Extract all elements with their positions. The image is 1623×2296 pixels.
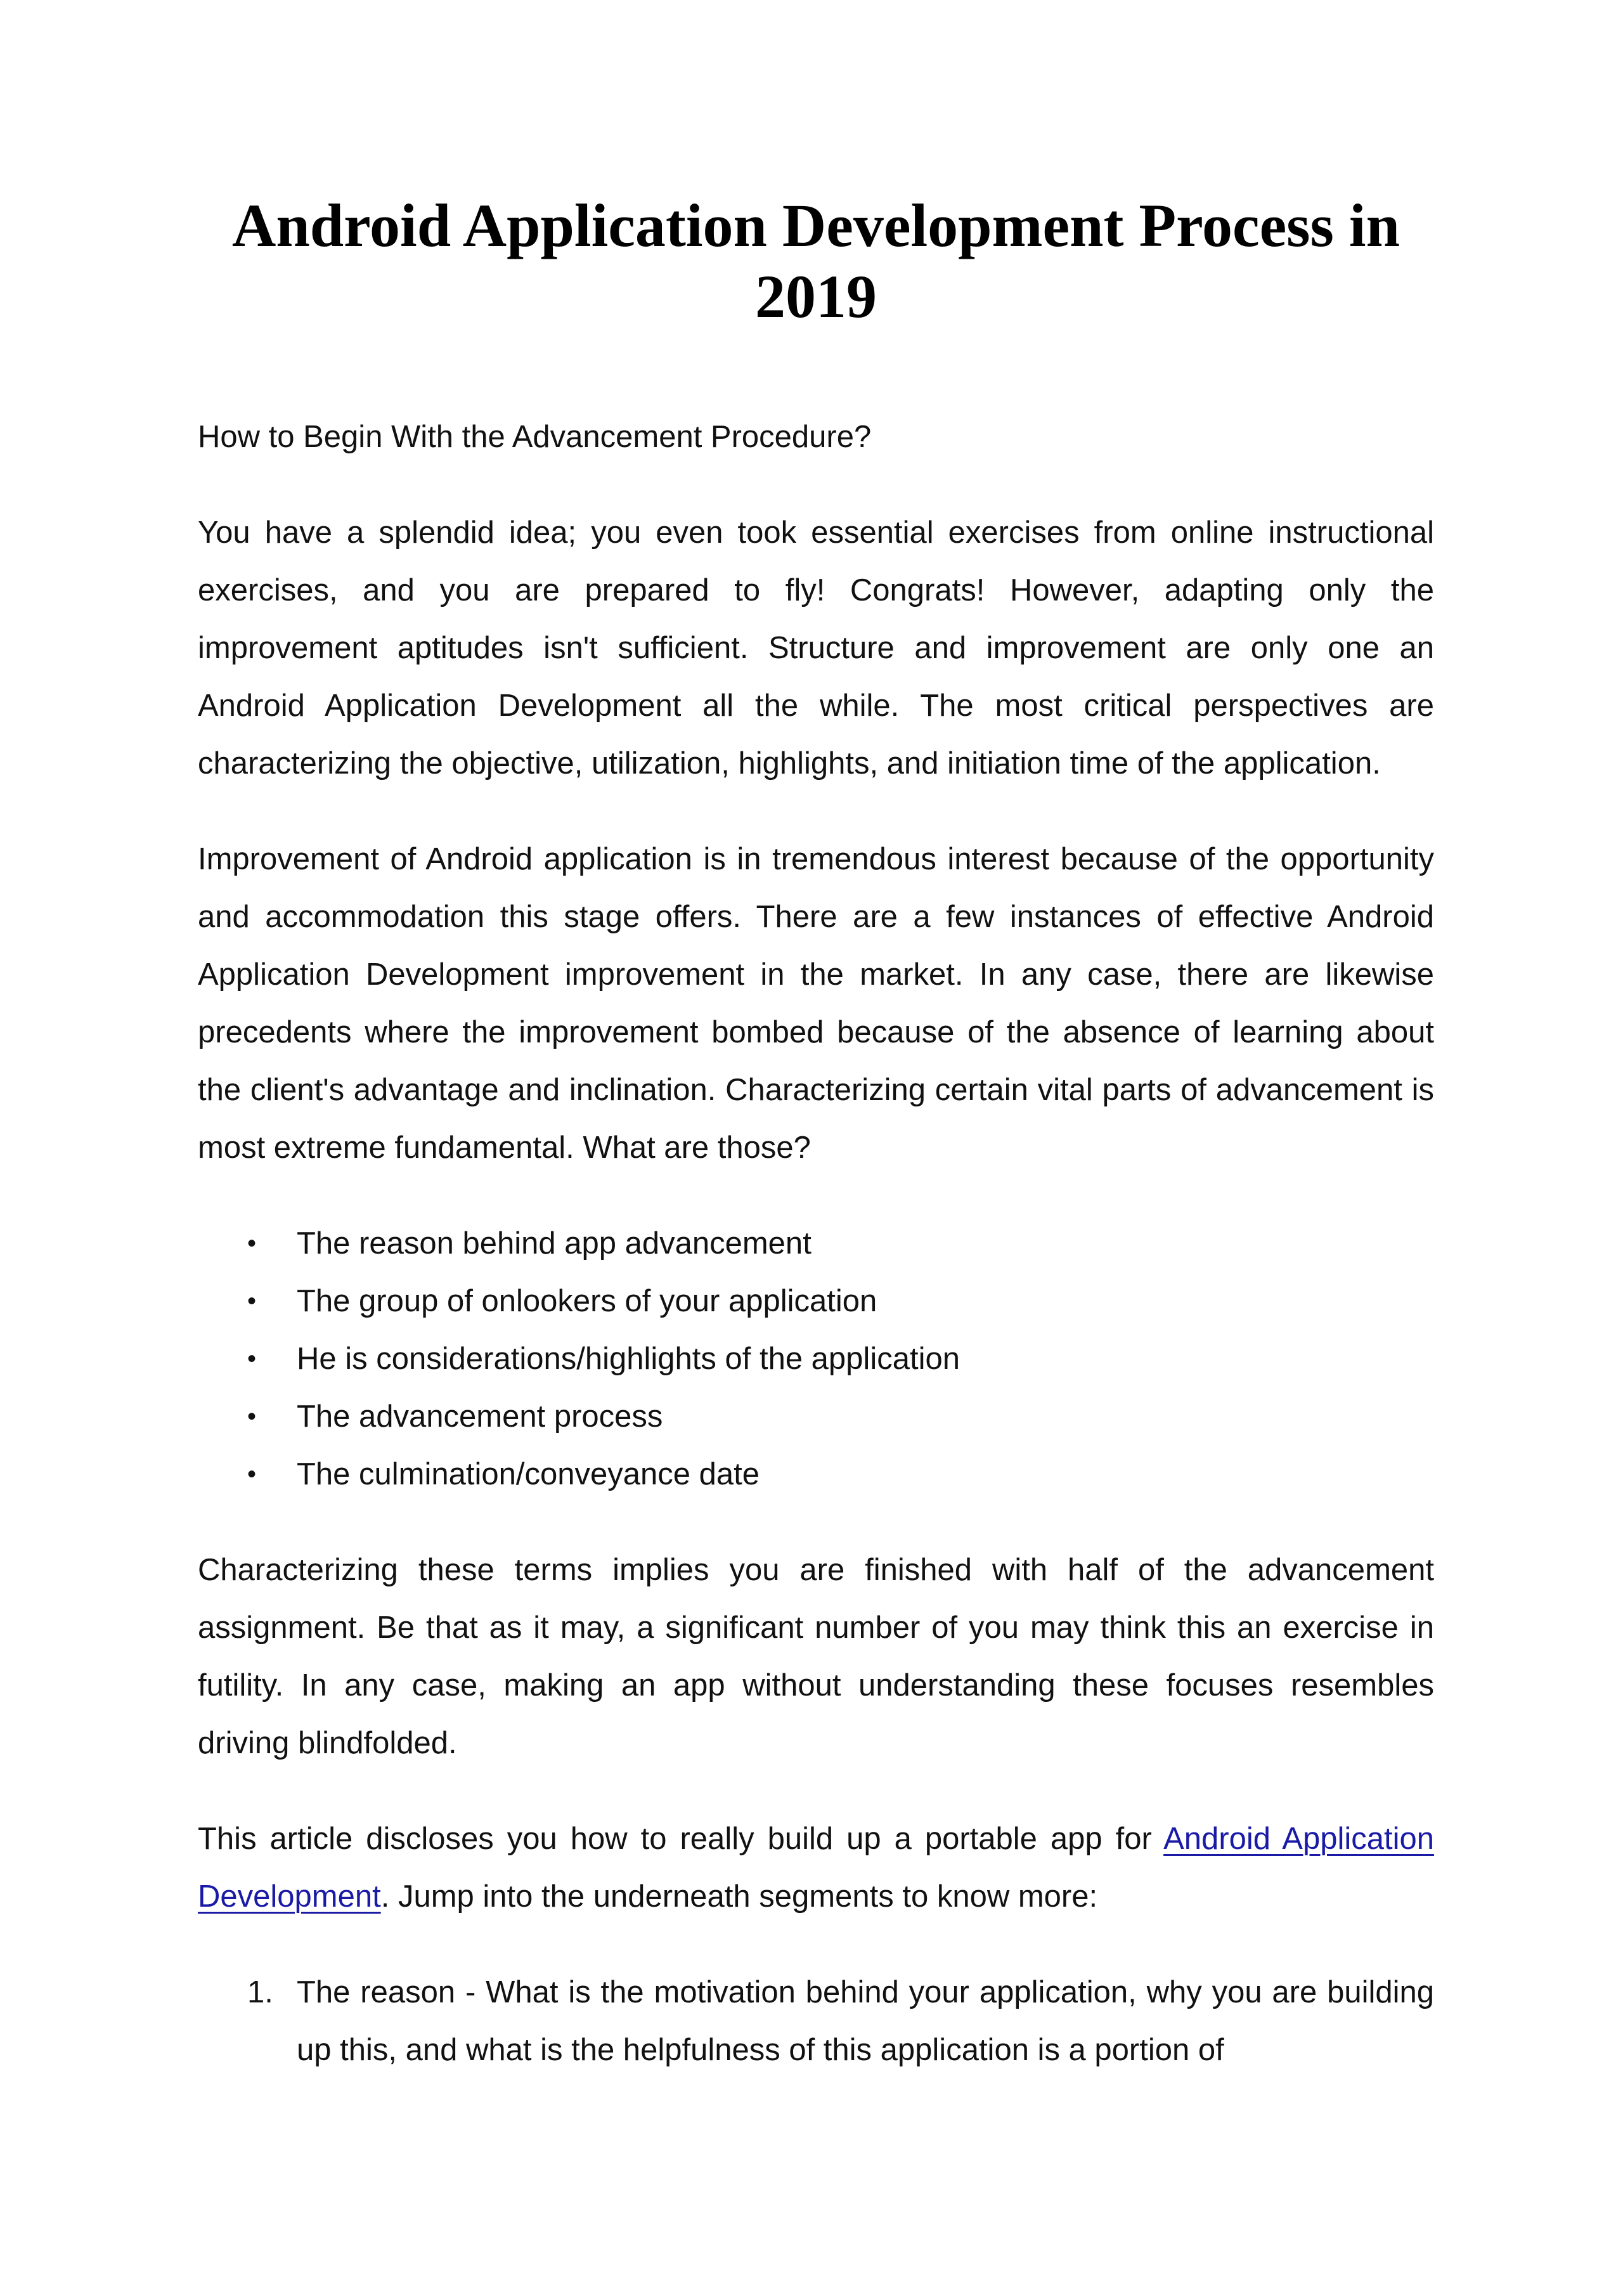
bullet-text: The culmination/conveyance date <box>297 1457 760 1491</box>
paragraph-intro: You have a splendid idea; you even took essential exercises from online instructional exercises, and you are prepared to fly! Congrats! However, adapting only the improvement aptitudes isn't sufficient. Structure and improvement are only one an Android Application Development all the while. The most critical perspectives are characterizing the objective, utilization, highlights, and initiation time of the application. <box>198 516 1434 781</box>
paragraph-article-text-after: . Jump into the underneath segments to know more: <box>380 1879 1098 1914</box>
bullet-marker: • <box>247 1287 257 1315</box>
bullet-text: The group of onlookers of your application <box>297 1284 877 1318</box>
bullet-text: He is considerations/highlights of the application <box>297 1342 960 1376</box>
android-application-development-link[interactable]: Android Application Development <box>198 1822 1434 1914</box>
bullet-text: The advancement process <box>297 1399 663 1434</box>
bullet-list <box>198 1215 1434 1503</box>
bullet-item <box>198 1215 1434 1273</box>
paragraph-article <box>198 1810 1434 1926</box>
paragraph-characterizing: Characterizing these terms implies you are finished with half of the advancement assignment. Be that as it may, a significant number of you may think this an exercise in futility. In any case, making an app without understanding these focuses resembles driving blindfolded. <box>198 1553 1434 1760</box>
numbered-item <box>198 1964 1434 2079</box>
paragraph-article-text-before: This article discloses you how to really build up a portable app for <box>198 1822 1164 1856</box>
document-title: Android Application Development Process in 2019 <box>232 191 1400 330</box>
paragraph-improvement: Improvement of Android application is in tremendous interest because of the opportunity and accommodation this stage offers. There are a few instances of effective Android Application Development improvement in the market. In any case, there are likewise precedents where the improvement bombed because of the absence of learning about the client's advantage and inclination. Characterizing certain vital parts of advancement is most extreme fundamental. What are those? <box>198 842 1434 1165</box>
bullet-marker: • <box>247 1229 257 1257</box>
bullet-marker: • <box>247 1460 257 1488</box>
bullet-marker: • <box>247 1403 257 1430</box>
bullet-item <box>198 1330 1434 1388</box>
bullet-text: The reason behind app advancement <box>297 1226 812 1261</box>
section-subheading: How to Begin With the Advancement Procedure? <box>198 420 872 454</box>
bullet-item <box>198 1273 1434 1330</box>
numbered-list <box>198 1964 1434 2079</box>
bullet-item <box>198 1446 1434 1503</box>
bullet-item <box>198 1388 1434 1446</box>
numbered-item-text: The reason - What is the motivation behind your application, why you are building up this, and what is the helpfulness of this application is a portion of <box>297 1975 1434 2067</box>
document-body <box>198 190 1434 2079</box>
numbered-item-number: 1. <box>247 1975 273 2009</box>
bullet-marker: • <box>247 1345 257 1373</box>
